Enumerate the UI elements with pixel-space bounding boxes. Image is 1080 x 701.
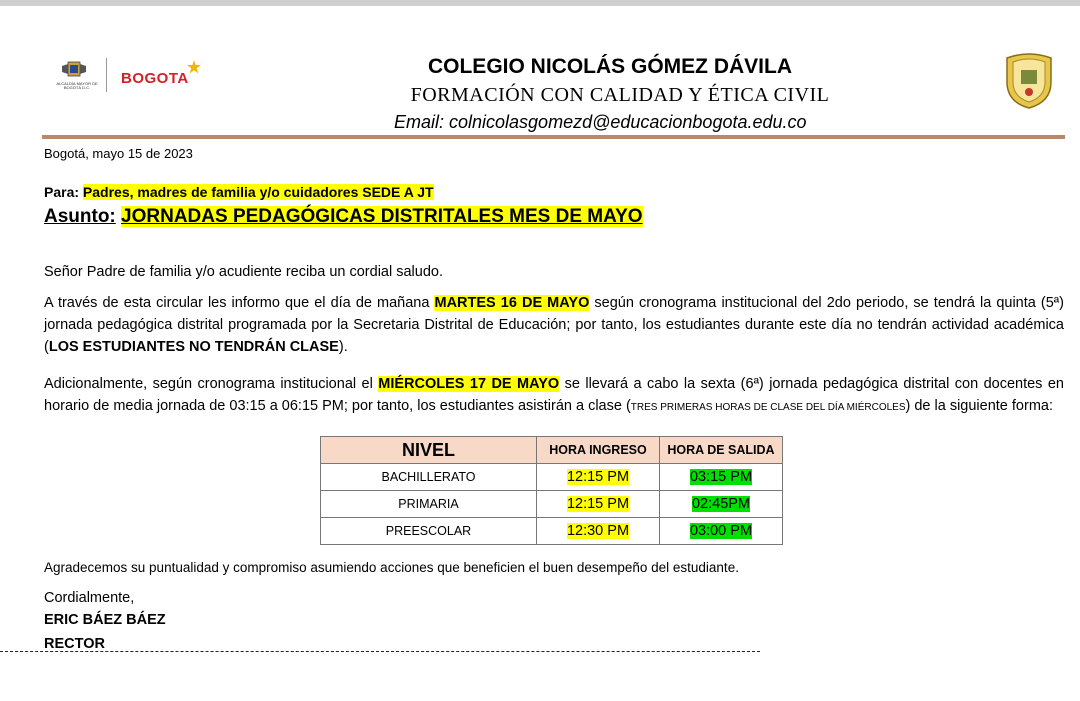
p2-text-b: se llevará a cabo la sexta (6ª) jornada pedagógica distrital con docentes en horario de media jornada de 03:15 a 06:15 PM; por tanto, los estudiantes asistirán a clase ( — [44, 376, 1064, 414]
p1-date: MARTES 16 DE MAYO — [434, 295, 590, 311]
table-row — [321, 491, 783, 518]
paragraph-1 — [44, 292, 1064, 358]
subject-line — [44, 206, 643, 228]
p1-text-a: A través de esta circular les informo que el día de mañana — [44, 295, 435, 311]
header-divider — [42, 135, 1065, 139]
table-row — [321, 464, 783, 491]
p1-bold: LOS ESTUDIANTES NO TENDRÁN CLASE — [48, 339, 339, 355]
school-email[interactable]: Email: colnicolasgomezd@educacionbogota.edu.co — [394, 112, 807, 132]
p2-small: TRES PRIMERAS HORAS DE CLASE DEL DÍA MIÉRCOLES — [630, 402, 906, 413]
cell-salida: 03:00 PM — [689, 523, 753, 539]
greeting: Señor Padre de familia y/o acudiente reciba un cordial saludo. — [44, 264, 443, 280]
cell-nivel: PREESCOLAR — [321, 518, 537, 545]
top-border — [0, 0, 1080, 6]
p2-date: MIÉRCOLES 17 DE MAYO — [378, 376, 560, 392]
school-motto: FORMACIÓN CON CALIDAD Y ÉTICA CIVIL — [410, 84, 830, 106]
recipient-line — [44, 184, 434, 200]
p2-text-a: Adicionalmente, según cronograma institucional el — [44, 376, 379, 392]
alcaldia-text: ALCALDÍA MAYOR DE BOGOTÁ D.C. — [56, 81, 98, 90]
subject-label: Asunto: — [44, 206, 116, 227]
signature-dashed-line — [0, 651, 760, 652]
table-header-row — [321, 437, 783, 464]
cell-salida: 02:45PM — [691, 496, 751, 512]
paragraph-2 — [44, 373, 1064, 419]
schedule-table — [320, 436, 783, 545]
bogota-logo-text: BOGOTA — [121, 70, 189, 87]
cell-ingreso: 12:30 PM — [566, 523, 630, 539]
cell-salida: 03:15 PM — [689, 469, 753, 485]
header-hora-ingreso: HORA INGRESO — [537, 437, 660, 464]
table-row — [321, 518, 783, 545]
header-nivel: NIVEL — [321, 437, 537, 464]
p1-text-c: ). — [338, 339, 348, 355]
signer-name: ERIC BÁEZ BÁEZ — [44, 612, 166, 628]
recipient-value: Padres, madres de familia y/o cuidadores SEDE A JT — [82, 184, 434, 200]
cell-nivel: BACHILLERATO — [321, 464, 537, 491]
cell-ingreso: 12:15 PM — [566, 496, 630, 512]
letter-date: Bogotá, mayo 15 de 2023 — [44, 146, 193, 161]
thanks-line: Agradecemos su puntualidad y compromiso asumiendo acciones que beneficien el buen desempeño del estudiante. — [44, 560, 739, 575]
p2-text-c: ) de la siguiente forma: — [905, 398, 1053, 414]
recipient-label: Para: — [44, 184, 80, 200]
closing: Cordialmente, — [44, 590, 135, 606]
cell-nivel: PRIMARIA — [321, 491, 537, 518]
subject-value: JORNADAS PEDAGÓGICAS DISTRITALES MES DE MAYO — [121, 206, 643, 227]
signer-role: RECTOR — [44, 636, 105, 652]
header-hora-salida: HORA DE SALIDA — [660, 437, 783, 464]
cell-ingreso: 12:15 PM — [566, 469, 630, 485]
p1-text-b: según cronograma institucional del 2do periodo, se tendrá la quinta (5ª) jornada pedagógica distrital programada por la Secretaria Distrital de Educación; por tanto, los estudiantes durante este día no tendrán actividad académica ( — [44, 295, 1064, 355]
school-name: COLEGIO NICOLÁS GÓMEZ DÁVILA — [427, 55, 792, 78]
